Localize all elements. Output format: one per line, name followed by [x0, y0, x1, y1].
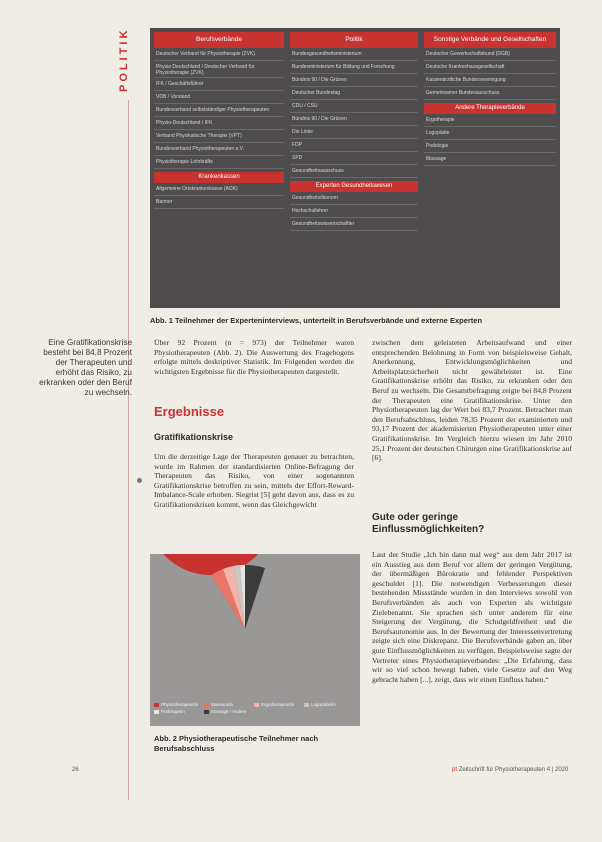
column-header: Sonstige Verbände und Gesellschaften: [424, 32, 556, 48]
pull-quote: Eine Gratifikationskrise besteht bei 84,8 Prozent der Therapeuten und erhöht das Risiko, zu erkranken oder den Beruf zu wechseln.: [39, 338, 132, 397]
sub-header: Andere Therapieverbände: [424, 103, 556, 114]
intro-paragraph: Über 92 Prozent (n = 973) der Teilnehmer waren Physiotherapeuten (Abb. 2). Die Auswertung des Fragebogens erfolgte mittels deskriptiver Statistik. Im Folgenden werden die wichtigsten Ergebnisse für die Physiotherapeuten dargestellt.: [154, 338, 354, 376]
table-cell: IFK / Geschäftsführer: [154, 80, 284, 91]
legend-item: Podologe/in: [154, 709, 204, 714]
sub-header: Experten Gesundheitswesen: [290, 181, 418, 192]
margin-marker: [137, 478, 142, 483]
right-column-paragraph: zwischen dem geleisteten Arbeitsaufwand und einer entsprechenden Belohnung in Form von beispielsweise Gehalt, Anerkennung, Entwicklungsmöglichkeiten und Arbeitsplatzsicherheit nicht gewährleistet ist. Eine Gratifikationskrise erhöht das Risiko, zu erkranken oder den Beruf zu wechseln. Die Gesamtbefragung zeigte bei 84,8 Prozent der Therapeuten eine Gratifikationskrise. Unter den Physiotherapeuten lag der Wert bei 83,7 Prozent. Betrachtet man den Berufsabschluss, leiden 78,35 Prozent der examinierten und 93,17 Prozent der akademisierten Physiotherapeuten unter einer Gratifikationskrise. Im Vergleich hierzu wiesen im Jahr 2010 25,1 Prozent der deutschen Chirurgen eine Gratifikationskrise auf [6].: [372, 338, 572, 463]
table-cell: Deutscher Gewerkschaftsbund (DGB): [424, 50, 556, 61]
pie-svg: [150, 554, 360, 704]
figure-2-pie-chart: [150, 554, 360, 726]
legend-item: Physiotherapeut/in: [154, 702, 204, 707]
heading-influence: Gute oder geringe Einflussmöglichkeiten?: [372, 512, 485, 535]
legend-item: Masseur/in: [204, 702, 254, 707]
page-number: 26: [72, 767, 79, 773]
table-cell: Bundesministerium für Bildung und Forschung: [290, 63, 418, 74]
table-cell: FDP: [290, 141, 418, 152]
legend-item: Logopäde/in: [304, 702, 354, 707]
table-cell: Ergotherapie: [424, 116, 556, 127]
table-cell: Logopädie: [424, 129, 556, 140]
table-cell: Allgemeine Ortskrankenkasse (AOK): [154, 185, 284, 196]
gratification-paragraph: Um die derzeitige Lage der Therapeuten genauer zu betrachten, wurde im Rahmen der standardisierten Online-Befragung der Therapeuten das Risiko, von einer sogenannten Gratifikationskrise betroffen zu sein, mittels der Effort-Reward-Imbalance-Scale erhoben. Siegrist [5] geht davon aus, dass es zu Gratifikationskrisen kommt, wenn das Gleichgewicht: [154, 452, 354, 509]
footer-brand: pt: [452, 767, 458, 773]
pie-slice-other: [245, 565, 265, 629]
figure-1-column-associations: [154, 32, 284, 209]
heading-gratification: Gratifikationskrise: [154, 432, 234, 442]
figure-2-caption: Abb. 2 Physiotherapeutische Teilnehmer nach Berufsabschluss: [154, 734, 319, 753]
table-cell: Physio-Deutschland / IFK: [154, 119, 284, 130]
table-cell: Kassenärztliche Bundesvereinigung: [424, 76, 556, 87]
table-cell: Physiotherapie Lehrkräfte: [154, 158, 284, 169]
table-cell: Deutscher Verband für Physiotherapie (ZVK): [154, 50, 284, 61]
table-cell: Gesundheitswissenschaftler: [290, 220, 418, 231]
figure-1-caption: Abb. 1 Teilnehmer der Experteninterviews, unterteilt in Berufsverbände und externe Experten: [150, 316, 483, 325]
section-label: POLITIK: [118, 27, 130, 93]
table-cell: Podologie: [424, 142, 556, 153]
table-cell: Barmer: [154, 198, 284, 209]
table-cell: Physio Deutschland / Deutscher Verband für Physiotherapie (ZVK): [154, 63, 284, 78]
table-cell: Massage: [424, 155, 556, 166]
table-cell: Verband Physikalische Therapie (VPT): [154, 132, 284, 143]
sub-header: Krankenkassen: [154, 172, 284, 183]
figure-1-table: [150, 28, 560, 308]
table-cell: VDB / Vorstand: [154, 93, 284, 104]
table-cell: Bundesverband Physiotherapeuten e.V.: [154, 145, 284, 156]
table-cell: Deutscher Bundestag: [290, 89, 418, 100]
table-cell: SPD: [290, 154, 418, 165]
legend-item: Sonstige / Andere: [204, 709, 254, 714]
column-header: Politik: [290, 32, 418, 48]
footer-issue: 4 | 2020: [546, 767, 569, 773]
table-cell: CDU / CSU: [290, 102, 418, 113]
section-divider: [128, 100, 129, 800]
table-cell: Bündnis 90 / Die Grünen: [290, 115, 418, 126]
table-cell: Bundesgesundheitsministerium: [290, 50, 418, 61]
column-header: Berufsverbände: [154, 32, 284, 48]
footer-journal-name: Zeitschrift für Physiotherapeuten: [458, 767, 546, 773]
legend-item: Ergotherapeut/in: [254, 702, 304, 707]
figure-1-column-politics: [290, 32, 418, 231]
table-cell: Gemeinsamer Bundesausschuss: [424, 89, 556, 100]
chart-legend: [154, 702, 358, 716]
table-cell: Die Linke: [290, 128, 418, 139]
table-cell: Deutsche Krankenhausgesellschaft: [424, 63, 556, 74]
table-cell: Hochschullehrer: [290, 207, 418, 218]
table-cell: Gesundheitsökonom: [290, 194, 418, 205]
figure-1-column-other: [424, 32, 556, 166]
footer-journal: [452, 767, 568, 773]
influence-paragraph: Laut der Studie „Ich bin dann mal weg“ aus dem Jahr 2017 ist ein Ausstieg aus dem Beruf vor allem der geringen Vergütung, der übermäßigen Bürokratie und fehlender Perspektiven geschuldet [1]. Die notwendigen Verbesserungen dieser bestehenden Missstände wurden in den Interviews sowohl von Berufsverbänden als auch von Experten als wichtigste Zielebenannt. Sie sprachen sich unter anderem für eine Steigerung der Vergütung, die Schulgeldfreiheit und die Berufsautonomie aus. In der Bewertung der Interessenvertretung zeigte sich eine Diskrepanz. Die Berufsverbände gaben an, über gute Einflussmöglichkeiten zu verfügen. Beispielsweise sagte der Vertreter eines Physiotherapieverbandes: „Die Erfahrung, dass wir so viel schon bewegt haben, viele Gesetze auf den Weg gebracht haben [...], zeigt, dass wir einen Einfluss haben.“: [372, 550, 572, 684]
table-cell: Gesundheitsausschuss: [290, 167, 418, 178]
table-cell: Bundesverband selbstständiger Physiotherapeuten: [154, 106, 284, 117]
heading-results: Ergebnisse: [154, 404, 225, 419]
table-cell: Bündnis 90 / Die Grünen: [290, 76, 418, 87]
